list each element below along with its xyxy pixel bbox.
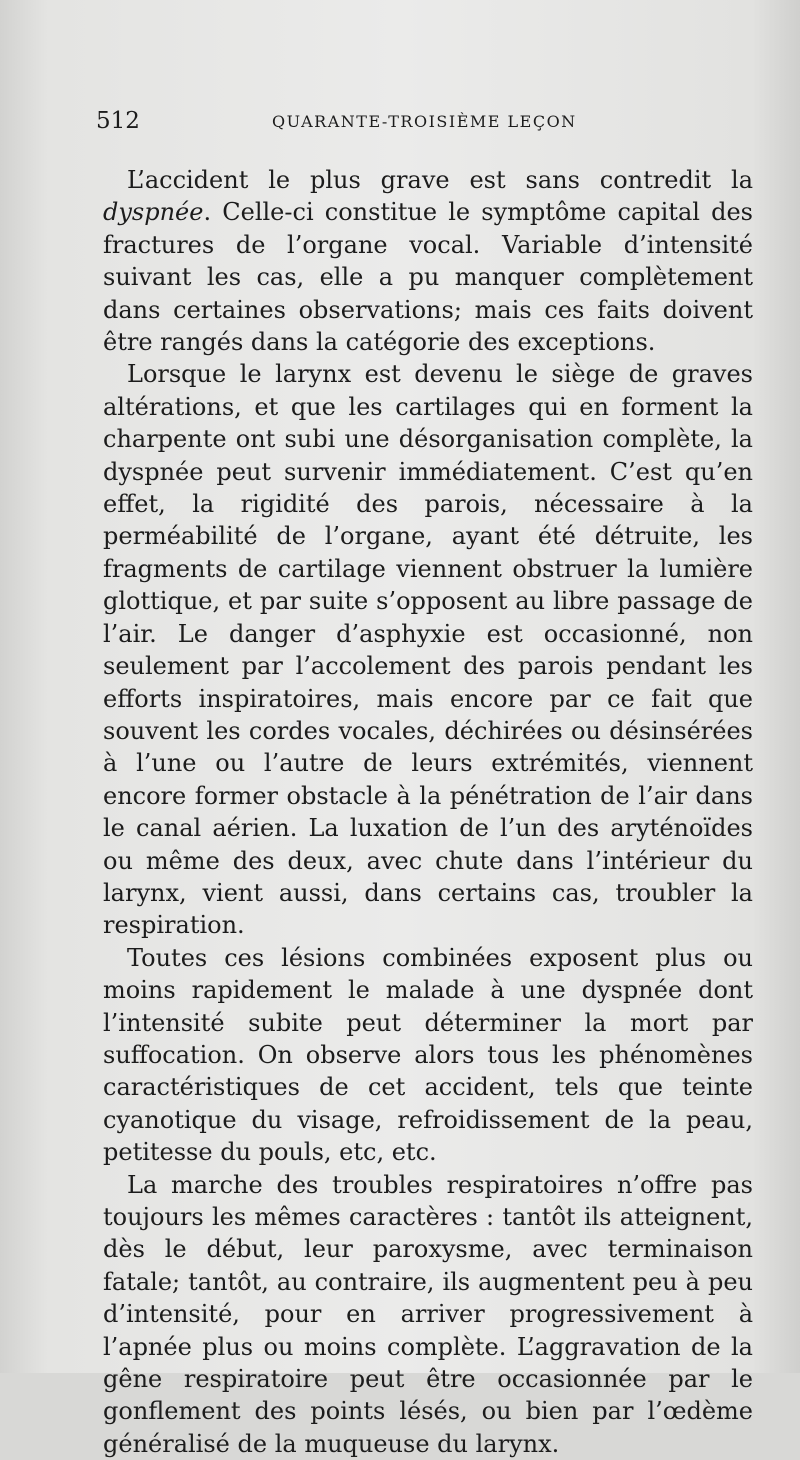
emphasis-dyspnee: dyspnée xyxy=(103,198,204,227)
page-header xyxy=(96,108,756,138)
paragraph-2: Lorsque le larynx est devenu le siège de graves altérations, et que les cartilages qui en forment la charpente ont subi une désorganisation complète, la dyspnée peut survenir immédiatement. C’est qu’en effet, la rigidité des parois, nécessaire à la perméabilité de l’organe, ayant été détruite, les fragments de cartilage viennent obstruer la lumière glottique, et par suite s’opposent au libre passage de l’air. Le danger d’asphyxie est occasionné, non seulement par l’accolement des parois pendant les efforts inspiratoires, mais encore par ce fait que souvent les cordes vocales, déchirées ou désinsérées à l’une ou l’autre de leurs extrémités, viennent encore former obstacle à la pénétration de l’air dans le canal aérien. La luxation de l’un des aryténoïdes ou même des deux, avec chute dans l’intérieur du larynx, vient aussi, dans certains cas, troubler la respiration. xyxy=(103,360,753,940)
paragraph-1 xyxy=(103,164,753,358)
page-number: 512 xyxy=(96,108,140,134)
body-text xyxy=(103,164,753,1460)
paragraph-4: La marche des troubles respiratoires n’offre pas toujours les mêmes caractères : tantôt ils atteignent, dès le début, leur paroxysme, avec terminaison fatale; tantôt, au contraire, ils augmentent peu à peu d’intensité, pour en arriver progressivement à l’apnée plus ou moins complète. L’aggravation de la gêne respiratoire peut être occasionnée par le gonflement des points lésés, ou bien par l’œdème généralisé de la muqueuse du larynx. xyxy=(103,1170,753,1458)
paragraph-3: Toutes ces lésions combinées exposent plus ou moins rapidement le malade à une dyspnée dont l’intensité subite peut déterminer la mort par suffocation. On observe alors tous les phénomènes caractéristiques de cet accident, tels que teinte cyanotique du visage, refroidissement de la peau, petitesse du pouls, etc, etc. xyxy=(103,943,753,1167)
paragraph-1-tail: . Celle-ci constitue le symptôme capital des fractures de l’organe vocal. Variable d’intensité suivant les cas, elle a pu manquer complètement dans certaines observations; mais ces faits doivent être rangés dans la catégorie des exceptions. xyxy=(103,198,753,357)
running-head: QUARANTE-TROISIÈME LEÇON xyxy=(272,112,577,131)
paragraph-1-lead: L’accident le plus grave est sans contredit la xyxy=(127,166,753,194)
